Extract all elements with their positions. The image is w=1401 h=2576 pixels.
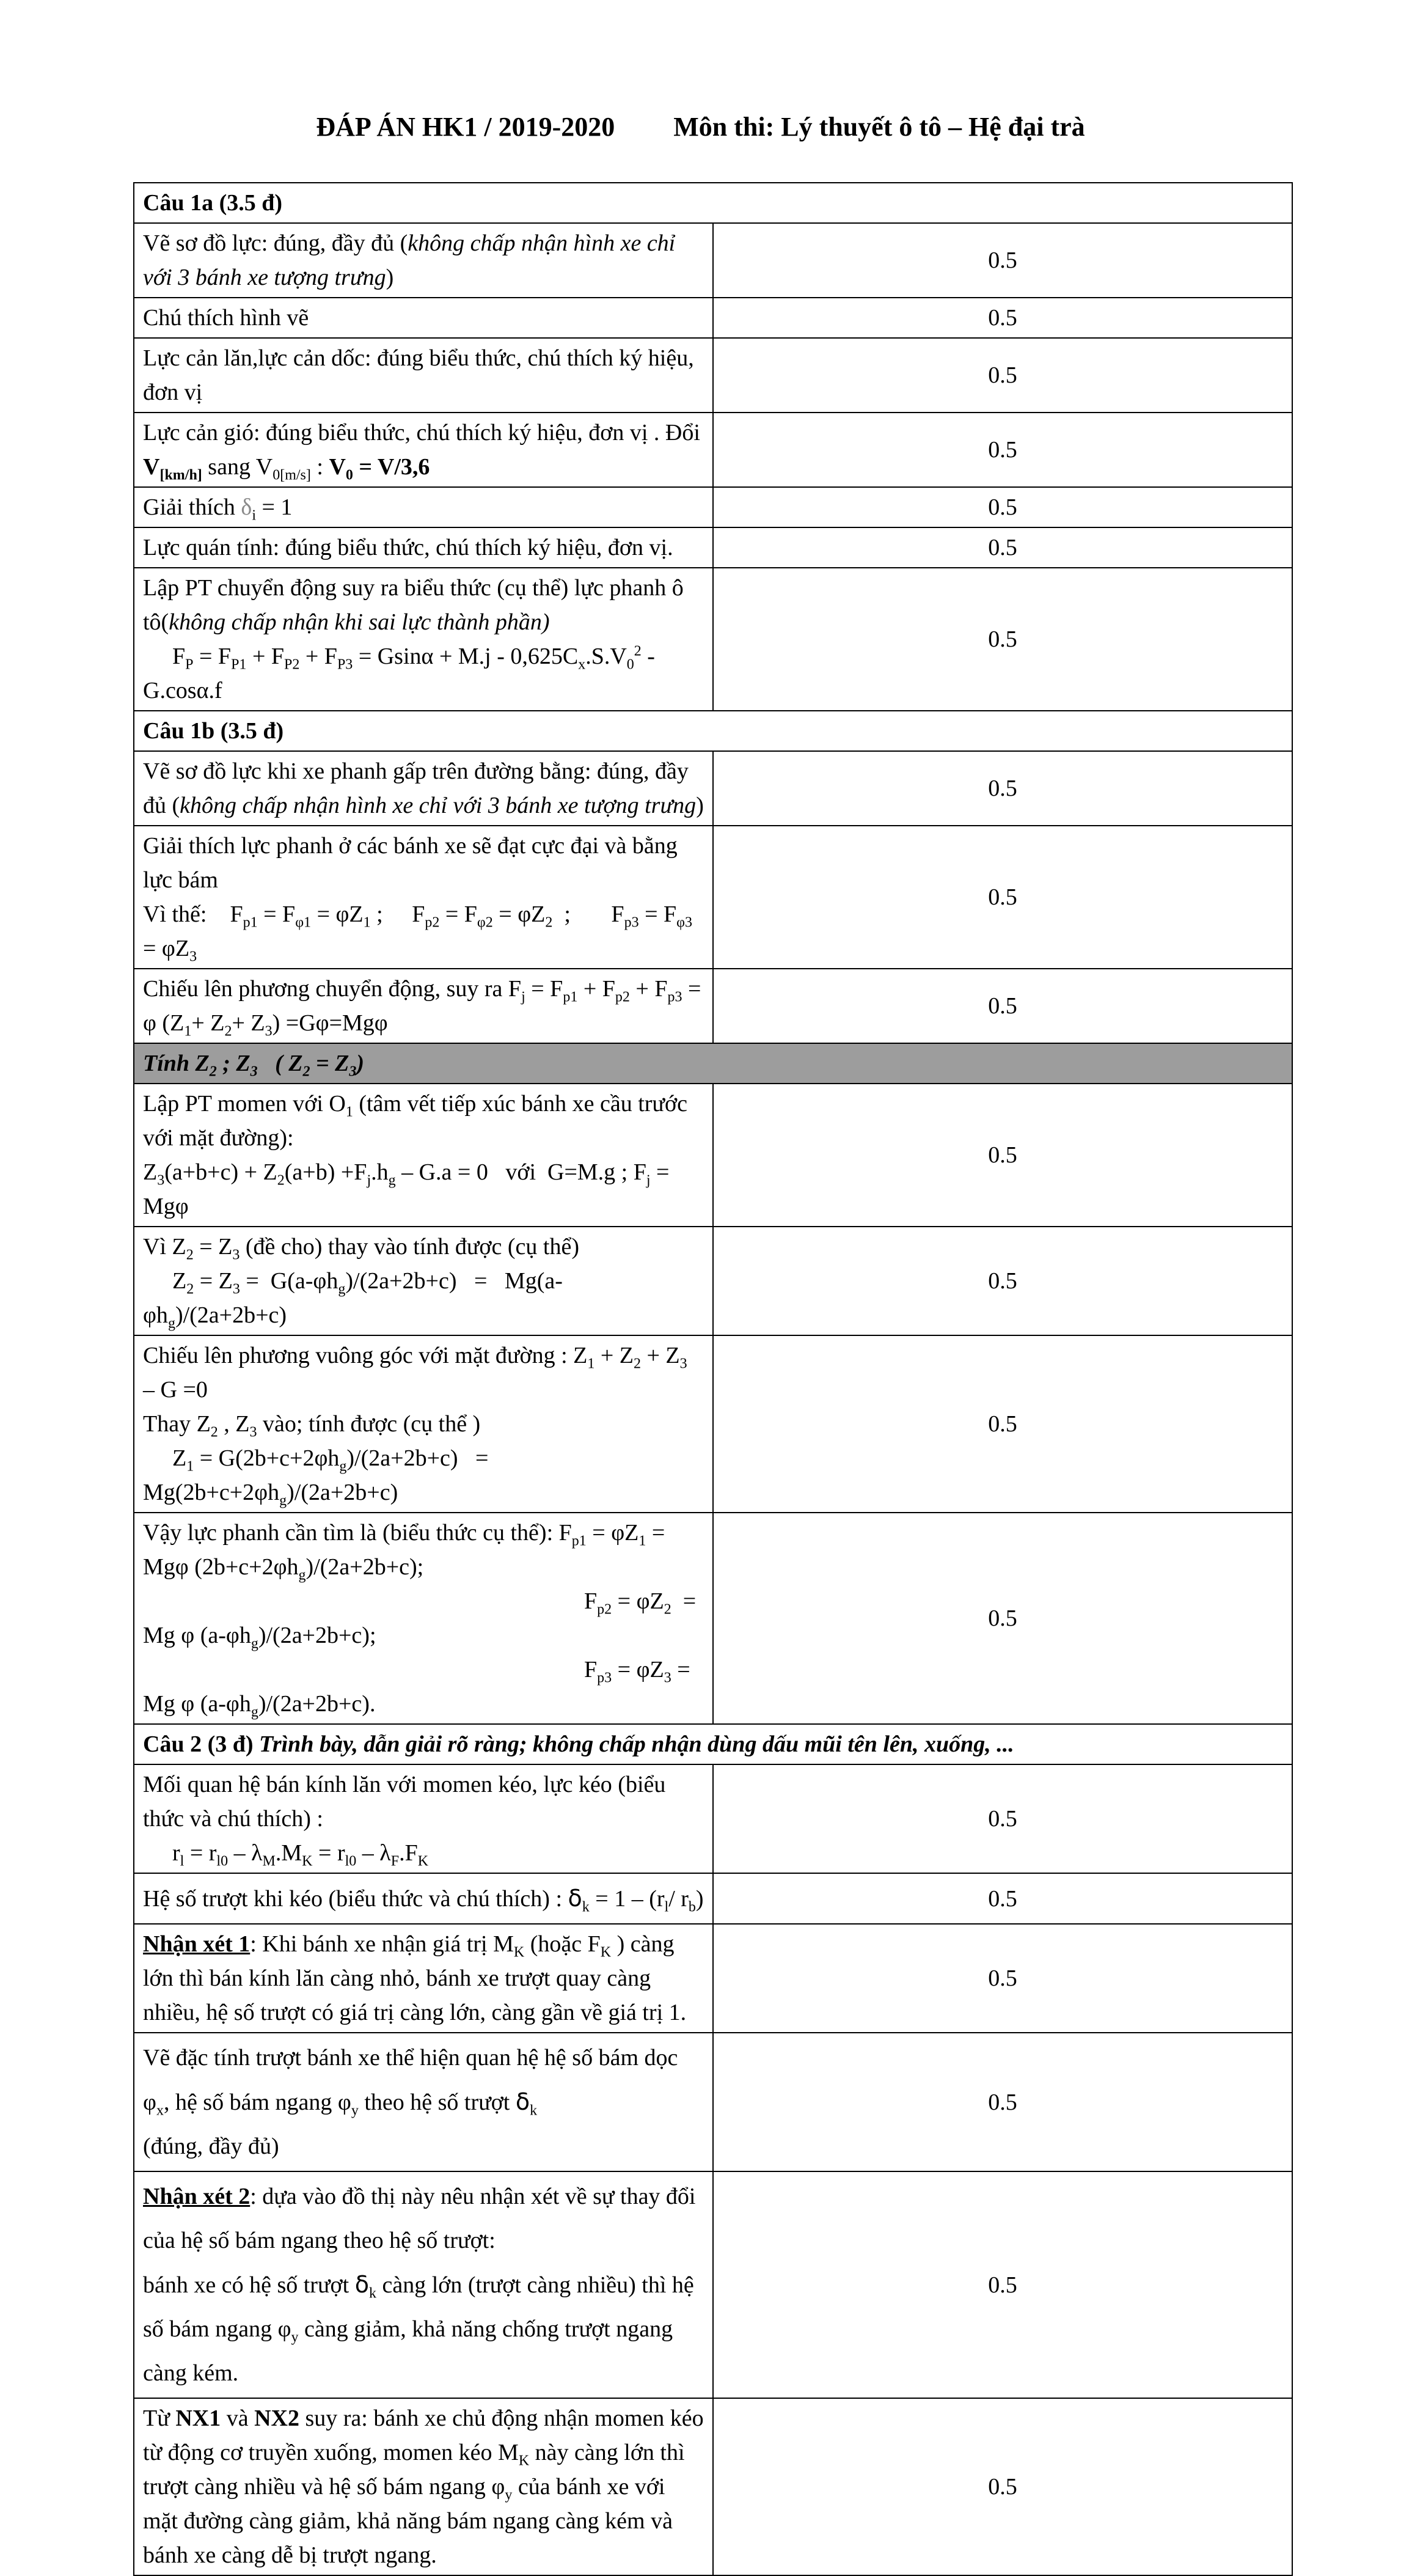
score-cell: 0.5 — [713, 413, 1292, 487]
score-cell: 0.5 — [713, 568, 1292, 711]
table-row — [134, 2033, 1292, 2171]
criterion-cell: Vậy lực phanh cần tìm là (biểu thức cụ thể): $F_{p1} = \varphi Z_1 = Mg\varphi$ $(2b+c+2\varphi h_g)/(2a+2b+c)$; $F_{p2} = \varphi Z_2 = Mg$ φ $(a-\varphi h_g)/(2a+2b+c)$; $F_{p3} = \varphi Z_3 = Mg$ φ $(a-\varphi h_g)/(2a+2b+c)$. — [134, 1513, 713, 1724]
table-row — [134, 1513, 1292, 1724]
criterion-cell: Vẽ đặc tính trượt bánh xe thể hiện quan hệ hệ số bám dọc $\varphi_x$, hệ số bám ngang $\varphi_y$ theo hệ số trượt $\delta_k$ (đúng, đầy đủ) — [134, 2033, 713, 2171]
table-row — [134, 1084, 1292, 1227]
table-row — [134, 527, 1292, 568]
title-subject: Môn thi: Lý thuyết ô tô – Hệ đại trà — [673, 112, 1085, 142]
score-cell: 0.5 — [713, 969, 1292, 1043]
table-row — [134, 1873, 1292, 1924]
criterion-cell: Lập PT chuyển động suy ra biểu thức (cụ thể) lực phanh ô tô(không chấp nhận khi sai lực thành phần) $F_P = F_{P1} + F_{P2} + F_{P3} = Gsin\alpha + M.j - 0,625C_x.S.V_0^2$ -G.cosα.f — [134, 568, 713, 711]
score-cell: 0.5 — [713, 1873, 1292, 1924]
criterion-cell: Lực quán tính: đúng biểu thức, chú thích ký hiệu, đơn vị. — [134, 527, 713, 568]
criterion-cell: Từ NX1 và NX2 suy ra: bánh xe chủ động nhận momen kéo từ động cơ truyền xuống, momen kéo $M_K$ này càng lớn thì trượt càng nhiều và hệ số bám ngang $\varphi_y$ của bánh xe với mặt đường càng giảm, khả năng bám ngang càng kém và bánh xe càng dễ bị trượt ngang. — [134, 2398, 713, 2575]
table-row — [134, 1924, 1292, 2033]
score-cell: 0.5 — [713, 1084, 1292, 1227]
table-row — [134, 826, 1292, 969]
criterion-cell: Giải thích $\delta_i = 1$ — [134, 487, 713, 527]
score-cell: 0.5 — [713, 298, 1292, 338]
score-cell: 0.5 — [713, 2171, 1292, 2398]
section-header-q1a: Câu 1a (3.5 đ) — [134, 183, 1292, 223]
table-row — [134, 413, 1292, 487]
score-cell: 0.5 — [713, 2033, 1292, 2171]
table-row — [134, 1043, 1292, 1084]
score-cell: 0.5 — [713, 487, 1292, 527]
criterion-cell: Vẽ sơ đồ lực: đúng, đầy đủ (không chấp nhận hình xe chỉ với 3 bánh xe tượng trưng) — [134, 223, 713, 298]
answer-key-table — [133, 182, 1293, 2576]
score-cell: 0.5 — [713, 826, 1292, 969]
table-row — [134, 298, 1292, 338]
score-cell: 0.5 — [713, 1513, 1292, 1724]
score-cell: 0.5 — [713, 223, 1292, 298]
score-cell: 0.5 — [713, 2398, 1292, 2575]
criterion-cell: Lập PT momen với $O_1$ (tâm vết tiếp xúc bánh xe cầu trước với mặt đường): $Z_3(a+b+c) + Z_2(a+b) +F_j.h_g - G.a = 0$ với G=M.g ; $F_j = Mg\varphi$ — [134, 1084, 713, 1227]
table-row — [134, 1764, 1292, 1873]
title-exam: ĐÁP ÁN HK1 / 2019-2020 — [316, 112, 615, 142]
table-row — [134, 711, 1292, 751]
score-cell: 0.5 — [713, 751, 1292, 826]
table-row — [134, 223, 1292, 298]
criterion-cell: Chiếu lên phương chuyển động, suy ra $F_j = F_{p1} + F_{p2} + F_{p3} = \varphi$ $(Z_1+ Z_2+ Z_3) =G\varphi=Mg\varphi$ — [134, 969, 713, 1043]
table-row — [134, 1335, 1292, 1513]
criterion-cell: Nhận xét 2: dựa vào đồ thị này nêu nhận xét về sự thay đổi của hệ số bám ngang theo hệ số trượt: bánh xe có hệ số trượt $\delta_k$ càng lớn (trượt càng nhiều) thì hệ số bám ngang $\varphi_y$ càng giảm, khả năng chống trượt ngang càng kém. — [134, 2171, 713, 2398]
criterion-cell: Vì $Z_2 = Z_3$ (đề cho) thay vào tính được (cụ thể) $Z_2 = Z_3 = G(a-\varphi h_g)/(2a+2b+c) = Mg(a-\varphi h_g)/(2a+2b+c)$ — [134, 1227, 713, 1335]
score-cell: 0.5 — [713, 1764, 1292, 1873]
table-row — [134, 2398, 1292, 2575]
criterion-cell: Giải thích lực phanh ở các bánh xe sẽ đạt cực đại và bằng lực bám Vì thế: $F_{p1} = F_{\varphi 1} = \varphi Z_1$ ; $F_{p2} = F_{\varphi 2} = \varphi Z_2$ ; $F_{p3} = F_{\varphi 3} = \varphi Z_3$ — [134, 826, 713, 969]
criterion-cell: Chú thích hình vẽ — [134, 298, 713, 338]
criterion-cell: Chiếu lên phương vuông góc với mặt đường : $Z_1 + Z_2 + Z_3 - G =0$ Thay $Z_2$ , $Z_3$ vào; tính được (cụ thể ) $Z_1 = G(2b+c+2\varphi h_g)/(2a+2b+c) = Mg(2b+c+2\varphi h_g)/(2a+2b+c)$ — [134, 1335, 713, 1513]
score-cell: 0.5 — [713, 338, 1292, 413]
score-cell: 0.5 — [713, 527, 1292, 568]
table-row — [134, 2171, 1292, 2398]
score-cell: 0.5 — [713, 1335, 1292, 1513]
score-cell: 0.5 — [713, 1227, 1292, 1335]
table-row — [134, 969, 1292, 1043]
criterion-cell: Mối quan hệ bán kính lăn với momen kéo, lực kéo (biểu thức và chú thích) : $r_l = r_{l0} - \lambda_M.M_K = r_{l0} - \lambda_F.F_K$ — [134, 1764, 713, 1873]
criterion-cell: Nhận xét 1: Khi bánh xe nhận giá trị $M_K$ (hoặc $F_K$ ) càng lớn thì bán kính lăn càng nhỏ, bánh xe trượt quay càng nhiều, hệ số trượt có giá trị càng lớn, càng gần về giá trị 1. — [134, 1924, 713, 2033]
table-row — [134, 751, 1292, 826]
table-row — [134, 183, 1292, 223]
table-row — [134, 487, 1292, 527]
table-row — [134, 338, 1292, 413]
table-row — [134, 1227, 1292, 1335]
criterion-cell: Lực cản gió: đúng biểu thức, chú thích ký hiệu, đơn vị . Đổi $V_{[km/h]}$ sang $V_{0[m/s]}$ : $V_0 = V/3,6$ — [134, 413, 713, 487]
table-row — [134, 1724, 1292, 1764]
criterion-cell: Vẽ sơ đồ lực khi xe phanh gấp trên đường bằng: đúng, đầy đủ (không chấp nhận hình xe chỉ với 3 bánh xe tượng trưng) — [134, 751, 713, 826]
criterion-cell: Lực cản lăn,lực cản dốc: đúng biểu thức, chú thích ký hiệu, đơn vị — [134, 338, 713, 413]
section-header-calc: Tính $Z_2$ ; $Z_3$ ( $Z_2 = Z_3$) — [134, 1043, 1292, 1084]
page-title — [0, 111, 1401, 142]
table-row — [134, 568, 1292, 711]
criterion-cell: Hệ số trượt khi kéo (biểu thức và chú thích) : $\delta_k = 1 - (r_l/$ $r_b$) — [134, 1873, 713, 1924]
section-header-q1b: Câu 1b (3.5 đ) — [134, 711, 1292, 751]
section-header-q2: Câu 2 (3 đ) Trình bày, dẫn giải rõ ràng; không chấp nhận dùng dấu mũi tên lên, xuống, ... — [134, 1724, 1292, 1764]
score-cell: 0.5 — [713, 1924, 1292, 2033]
